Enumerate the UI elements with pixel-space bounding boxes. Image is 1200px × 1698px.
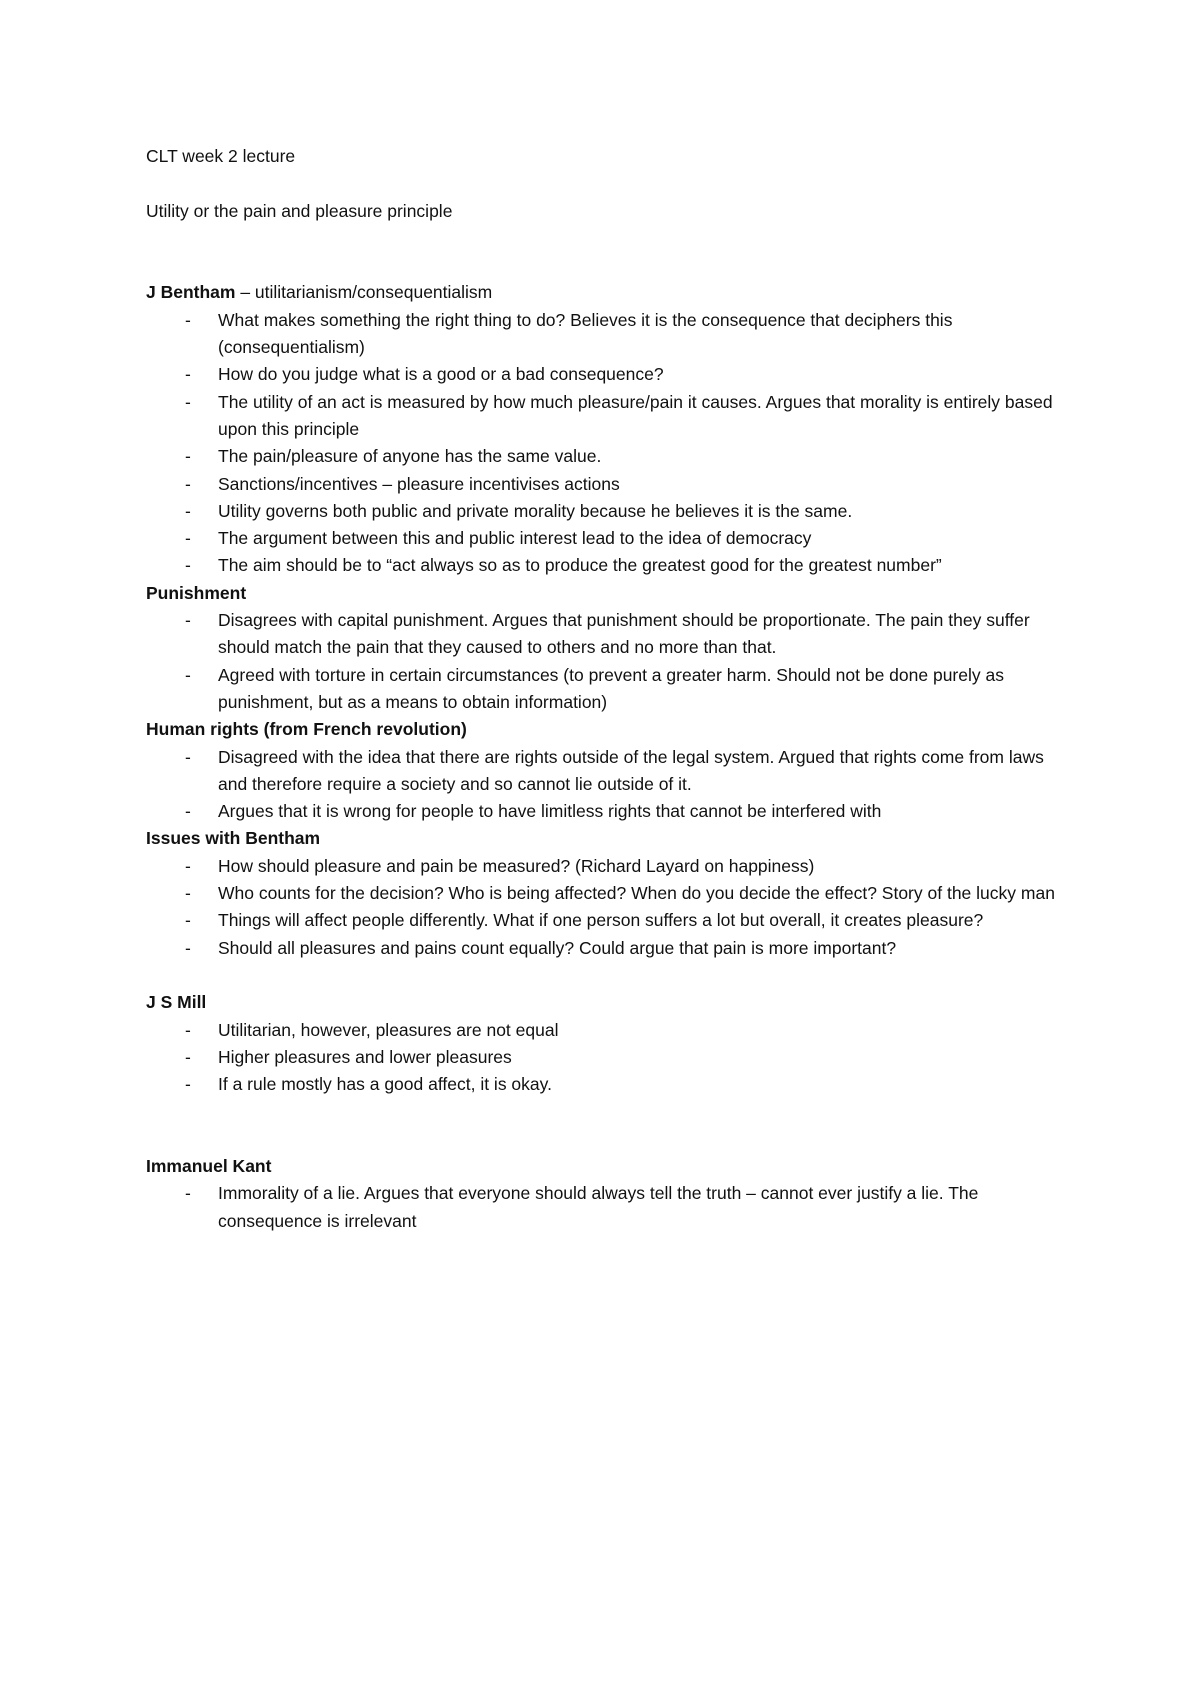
list-item-text: If a rule mostly has a good affect, it is okay. (218, 1074, 552, 1095)
dash-bullet: - (185, 664, 191, 685)
list-item (146, 880, 1066, 907)
document-subtitle: Utility or the pain and pleasure principle (146, 200, 453, 221)
bullet-list (146, 607, 1066, 716)
dash-bullet: - (185, 500, 191, 521)
list-item (146, 307, 1066, 362)
list-item-text: Disagrees with capital punishment. Argues that punishment should be proportionate. The pain they suffer should match the pain that they caused to others and no more than that. (218, 610, 1030, 658)
list-item-text: Agreed with torture in certain circumstances (to prevent a greater harm. Should not be done purely as punishment, but as a means to obtain information) (218, 664, 1004, 712)
bullet-list (146, 744, 1066, 826)
dash-bullet: - (185, 855, 191, 876)
list-item (146, 662, 1066, 717)
list-item-text: What makes something the right thing to do? Believes it is the consequence that deciphers this (consequentialism) (218, 309, 953, 358)
list-item (146, 798, 1066, 825)
list-item-text: Sanctions/incentives – pleasure incentivises actions (218, 473, 620, 494)
list-item-text: Argues that it is wrong for people to have limitless rights that cannot be interfered with (218, 801, 882, 822)
section-immanuel-kant (146, 1153, 1066, 1235)
dash-bullet: - (185, 937, 191, 958)
section-heading-text: J Bentham (146, 282, 236, 303)
list-item (146, 525, 1066, 552)
section-issues-with-bentham (146, 825, 1066, 961)
list-item-text: Things will affect people differently. What if one person suffers a lot but overall, it creates pleasure? (218, 910, 984, 931)
dash-bullet: - (185, 391, 191, 412)
list-item (146, 1044, 1066, 1071)
bullet-list (146, 1180, 1066, 1235)
list-item-text: Disagreed with the idea that there are rights outside of the legal system. Argued that rights come from laws and therefore require a society and so cannot lie outside of it. (218, 746, 1044, 794)
list-item-text: Immorality of a lie. Argues that everyone should always tell the truth – cannot ever justify a lie. The consequence is irrelevant (218, 1183, 979, 1231)
spacer (146, 962, 1066, 989)
list-item (146, 498, 1066, 525)
dash-bullet: - (185, 473, 191, 494)
list-item (146, 471, 1066, 498)
document-page (146, 143, 1066, 1235)
section-punishment (146, 580, 1066, 716)
list-item-text: Utility governs both public and private morality because he believes it is the same. (218, 500, 853, 521)
spacer (146, 1098, 1066, 1153)
bullet-list (146, 853, 1066, 962)
section-heading-suffix: – utilitarianism/consequentialism (235, 282, 493, 303)
section-heading (146, 279, 1066, 306)
list-item (146, 853, 1066, 880)
dash-bullet: - (185, 801, 191, 822)
dash-bullet: - (185, 446, 191, 467)
list-item (146, 607, 1066, 662)
spacer (146, 170, 1066, 197)
list-item-text: Who counts for the decision? Who is being affected? When do you decide the effect? Story of the lucky man (218, 883, 1055, 904)
list-item-text: The argument between this and public interest lead to the idea of democracy (218, 528, 812, 549)
list-item-text: Should all pleasures and pains count equally? Could argue that pain is more important? (218, 937, 897, 958)
dash-bullet: - (185, 364, 191, 385)
section-heading: Immanuel Kant (146, 1155, 272, 1176)
list-item (146, 1180, 1066, 1235)
dash-bullet: - (185, 883, 191, 904)
dash-bullet: - (185, 746, 191, 767)
section-bentham (146, 279, 1066, 579)
list-item (146, 443, 1066, 470)
list-item (146, 552, 1066, 579)
dash-bullet: - (185, 1183, 191, 1204)
section-human-rights (146, 716, 1066, 825)
list-item-text: Utilitarian, however, pleasures are not equal (218, 1019, 559, 1040)
list-item-text: Higher pleasures and lower pleasures (218, 1046, 512, 1067)
dash-bullet: - (185, 528, 191, 549)
list-item-text: How should pleasure and pain be measured? (Richard Layard on happiness) (218, 855, 815, 876)
list-item (146, 1017, 1066, 1044)
dash-bullet: - (185, 610, 191, 631)
list-item (146, 1071, 1066, 1098)
list-item (146, 935, 1066, 962)
spacer (146, 225, 1066, 280)
dash-bullet: - (185, 309, 191, 330)
list-item-text: The pain/pleasure of anyone has the same value. (218, 446, 602, 467)
list-item-text: The aim should be to “act always so as to produce the greatest good for the greatest number” (218, 555, 942, 576)
list-item (146, 744, 1066, 799)
list-item (146, 907, 1066, 934)
section-heading: Issues with Bentham (146, 828, 321, 849)
section-js-mill (146, 989, 1066, 1098)
dash-bullet: - (185, 910, 191, 931)
section-heading: J S Mill (146, 992, 207, 1013)
list-item (146, 389, 1066, 444)
list-item-text: The utility of an act is measured by how much pleasure/pain it causes. Argues that morality is entirely based upon this principle (218, 391, 1053, 439)
dash-bullet: - (185, 555, 191, 576)
document-title: CLT week 2 lecture (146, 146, 296, 166)
section-heading: Punishment (146, 582, 247, 603)
bullet-list (146, 307, 1066, 580)
bullet-list (146, 1017, 1066, 1099)
dash-bullet: - (185, 1046, 191, 1067)
list-item-text: How do you judge what is a good or a bad consequence? (218, 364, 664, 385)
list-item (146, 361, 1066, 388)
dash-bullet: - (185, 1019, 191, 1040)
section-heading: Human rights (from French revolution) (146, 719, 467, 740)
dash-bullet: - (185, 1074, 191, 1095)
